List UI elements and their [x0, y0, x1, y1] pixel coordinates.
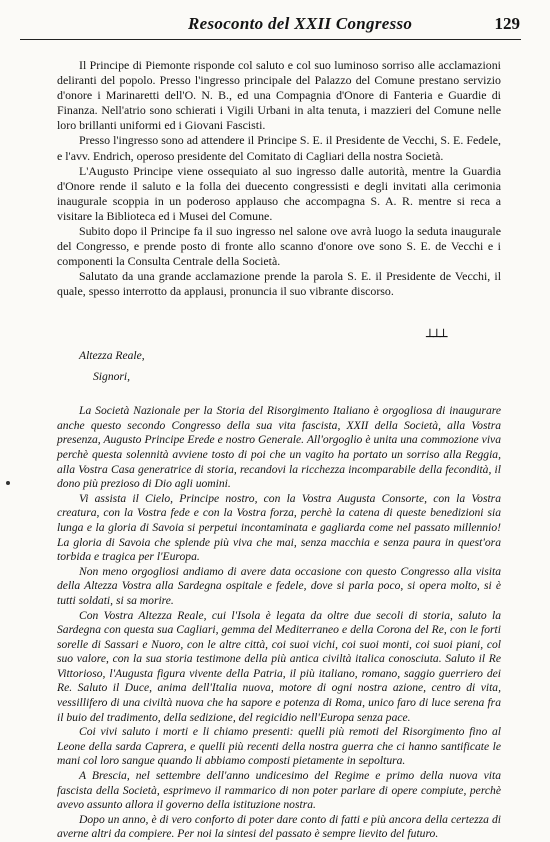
handwritten-mark: ┴┴┴ — [426, 330, 447, 345]
speech-paragraph: A Brescia, nel settembre dell'anno undicesimo del Regime e primo della nuova vita fascista della Società, esprimevo il rammarico di non poter parlare di opere compiute, perchè avevo assunto allora il governo della istituzione nostra. — [57, 769, 501, 812]
intro-paragraph: Presso l'ingresso sono ad attendere il Principe S. E. il Presidente de Vecchi, S. E. Fedele, e l'avv. Endrich, operoso presidente del Comitato di Cagliari della nostra Società. — [57, 133, 501, 163]
header-rule — [20, 39, 521, 40]
speech-salutation: Signori, — [93, 369, 131, 383]
intro-paragraph: Salutato da una grande acclamazione prende la parola S. E. il Presidente de Vecchi, il quale, spesso interrotto da applausi, pronuncia il suo vibrante discorso. — [57, 269, 501, 299]
speech-paragraph: Con Vostra Altezza Reale, cui l'Isola è legata da oltre due secoli di storia, saluto la Sardegna con questa sua Cagliari, gemma del Mediterraneo e della Corona del Re, con le forti sorelle di Sassari e Nuoro, con le altre città, coi suoi vichi, coi suoi monti, coi suoi piani, col suo valore, con la sua storia testimone della più antica civiltà italica conosciuta. Saluto il Re Vittorioso, l'Augusta figura vivente della Patria, il più italiano, romano, saggio guerriero dei Re. Saluto il Duce, anima dell'Italia nuova, motore di ogni nostra azione, centro di vita, vessillifero di una civiltà nuova che ha sapore e potenza di Roma, unico faro di luce serena fra il buio del tradimento, della sedizione, del regicidio nell'Europa senza pace. — [57, 608, 501, 724]
running-title: Resoconto del XXII Congresso — [188, 14, 413, 33]
speech-paragraph: Vi assista il Cielo, Principe nostro, con la Vostra Augusta Consorte, con la Vostra creatura, con la Vostra fede e con la Vostra forza, perchè la catena di queste benedizioni sia lunga e la gloria di Savoia si perpetui incontaminata e gagliarda come nel passato millennio! La gloria di Savoia che splende più viva che mai, senza macchia e senza paura in quest'ora torbida e tragica per l'Europa. — [57, 491, 501, 564]
page-number: 129 — [494, 14, 520, 33]
speech-paragraph: Non meno orgogliosi andiamo di avere data occasione con questo Congresso alla visita della Altezza Vostra alla Sardegna ospitale e fedele, dove si parla poco, si opera molto, si è tutti soldati, si sa morire. — [57, 564, 501, 607]
speech-paragraph: La Società Nazionale per la Storia del Risorgimento Italiano è orgogliosa di inaugurare anche questo secondo Congresso della sua vita fascista, XXII della Società, alla Vostra presenza, Augusto Principe Erede e nostro Generale. All'orgoglio è unita una commozione viva perchè questa solennità avviene tosto di poi che un vagito ha portato un sorriso alla Reggia, alla Vostra Casa generatrice di storia, recandovi la ricchezza incomparabile della fecondità, il dono più prezioso di Dio agli uomini. — [57, 404, 501, 491]
margin-dot — [6, 481, 10, 485]
speech-paragraph: Coi vivi saluto i morti e li chiamo presenti: quelli più remoti del Risorgimento fino al Leone della sarda Caprera, e quelli più recenti della nostra guerra che ci hanno santificate le mani col loro sangue quando li abbiamo composti pietamente in sepoltura. — [57, 725, 501, 768]
intro-paragraph: Subito dopo il Principe fa il suo ingresso nel salone ove avrà luogo la seduta inaugurale del Congresso, e prende posto di fronte allo scanno d'onore ove sono S. E. de Vecchi e i componenti la Consulta Centrale della Società. — [57, 224, 501, 269]
intro-text — [57, 58, 501, 300]
intro-paragraph: L'Augusto Principe viene ossequiato al suo ingresso dalle autorità, mentre la Guardia d'Onore rende il saluto e la folla dei duecento congressisti e degli invitati alla cerimonia inaugurale scoppia in un poderoso applauso che accompagna S. A. R. mentre si reca a visitare la Biblioteca ed i Musei del Comune. — [57, 163, 501, 223]
page-header — [20, 14, 520, 36]
speech-paragraph: Dopo un anno, è di vero conforto di poter dare conto di fatti e più ancora della certezza di averne altri da compiere. Per noi la sintesi del passato è sempre lievito del futuro. — [57, 812, 501, 841]
speech-text — [57, 349, 501, 842]
speech-salutation: Altezza Reale, — [79, 349, 145, 362]
intro-paragraph: Il Principe di Piemonte risponde col saluto e col suo luminoso sorriso alle acclamazioni deliranti del popolo. Presso l'ingresso principale del Palazzo del Comune prestano servizio d'onore i Marinaretti dell'O. N. B., ed una Compagnia d'Onore di Fanteria e Guardie di Finanza. Nell'atrio sono schierati i Vigili Urbani in alta tenuta, i mazzieri del Comune nelle loro brillanti uniformi ed i Giovani Fascisti. — [57, 58, 501, 133]
